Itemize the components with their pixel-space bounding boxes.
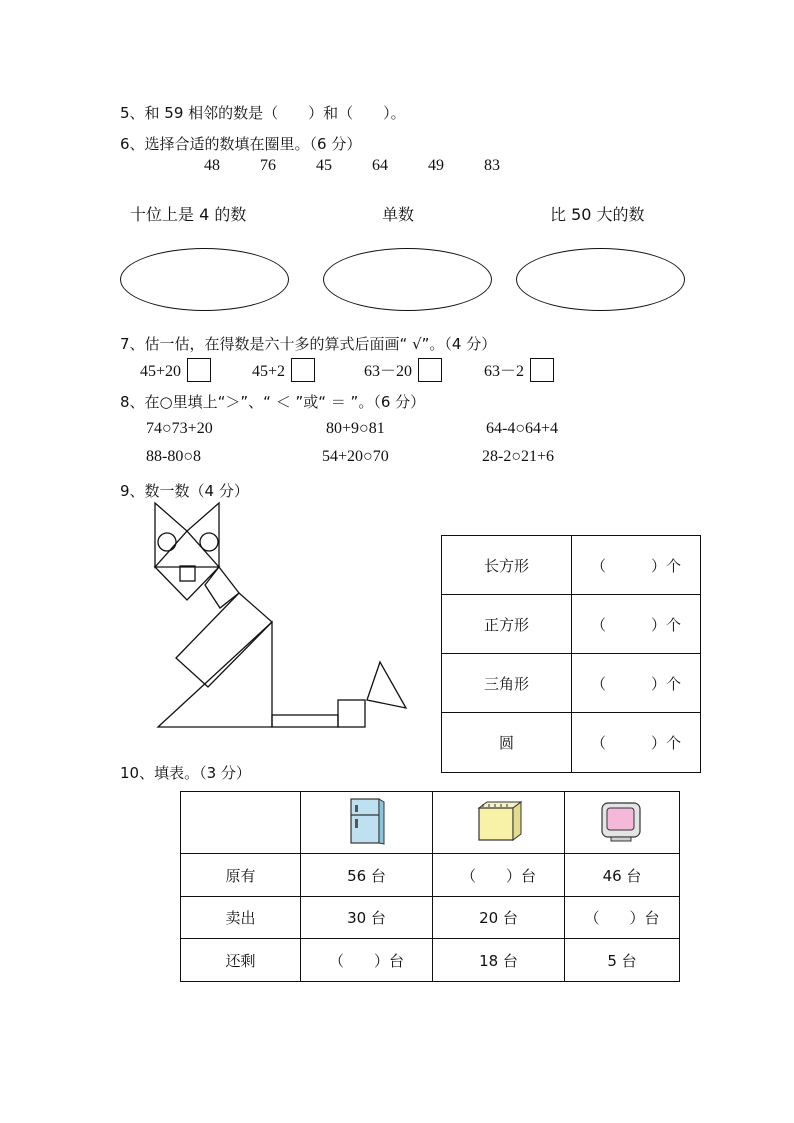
estimate-expression: 45+20 bbox=[140, 363, 182, 380]
refrigerator-header bbox=[301, 792, 433, 854]
answer-circle-tens-4[interactable] bbox=[120, 248, 289, 311]
cat-shapes-figure bbox=[150, 498, 415, 733]
table-row bbox=[181, 939, 680, 982]
shape-name: 三角形 bbox=[442, 654, 572, 713]
row-label: 原有 bbox=[181, 854, 301, 897]
television-icon bbox=[598, 799, 646, 843]
table-cell: 46 台 bbox=[565, 854, 680, 897]
question-7: 7、估一估，在得数是六十多的算式后面画“ √”。（4 分） bbox=[120, 335, 497, 353]
tail-square bbox=[338, 700, 365, 727]
estimate-item bbox=[252, 358, 315, 382]
answer-box[interactable] bbox=[187, 358, 211, 382]
table-row bbox=[442, 536, 701, 595]
table-cell: 18 台 bbox=[433, 939, 565, 982]
table-row bbox=[181, 897, 680, 939]
table-row bbox=[442, 595, 701, 654]
answer-circle-odd[interactable] bbox=[323, 248, 492, 311]
estimate-expression: 45+2 bbox=[252, 363, 286, 380]
left-eye-circle bbox=[158, 533, 176, 551]
shape-name: 正方形 bbox=[442, 595, 572, 654]
television-header bbox=[565, 792, 680, 854]
count-blank[interactable]: （ ）个 bbox=[572, 595, 701, 654]
row-label: 还剩 bbox=[181, 939, 301, 982]
face-triangle bbox=[155, 567, 219, 600]
compare-item[interactable]: 54+20○70 bbox=[322, 448, 389, 465]
table-cell[interactable]: （ ）台 bbox=[433, 854, 565, 897]
left-ear-triangle bbox=[155, 503, 187, 567]
table-cell[interactable]: （ ）台 bbox=[301, 939, 433, 982]
tail-triangle bbox=[367, 662, 406, 708]
table-row bbox=[442, 713, 701, 773]
number-option: 64 bbox=[372, 157, 388, 174]
appliance-table bbox=[180, 791, 680, 982]
compare-item[interactable]: 80+9○81 bbox=[326, 420, 385, 437]
question-8: 8、在○里填上“＞”、“ ＜ ”或“ ＝ ”。（6 分） bbox=[120, 393, 426, 411]
number-option: 49 bbox=[428, 157, 444, 174]
table-cell: 30 台 bbox=[301, 897, 433, 939]
number-option: 83 bbox=[484, 157, 500, 174]
compare-item[interactable]: 74○73+20 bbox=[146, 420, 213, 437]
estimate-expression: 63－2 bbox=[484, 363, 525, 380]
compare-item[interactable]: 64-4○64+4 bbox=[486, 420, 559, 437]
count-blank[interactable]: （ ）个 bbox=[572, 654, 701, 713]
shape-name: 长方形 bbox=[442, 536, 572, 595]
circle-label-tens-4: 十位上是 4 的数 bbox=[130, 205, 247, 224]
count-blank[interactable]: （ ）个 bbox=[572, 713, 701, 773]
washing-machine-icon bbox=[473, 798, 525, 844]
count-blank[interactable]: （ ）个 bbox=[572, 536, 701, 595]
washing-machine-header bbox=[433, 792, 565, 854]
number-option: 45 bbox=[316, 157, 332, 174]
answer-box[interactable] bbox=[418, 358, 442, 382]
table-cell: 20 台 bbox=[433, 897, 565, 939]
answer-circle-greater-50[interactable] bbox=[516, 248, 685, 311]
body-rectangle bbox=[176, 593, 272, 687]
compare-item[interactable]: 28-2○21+6 bbox=[482, 448, 555, 465]
row-label: 卖出 bbox=[181, 897, 301, 939]
question-6: 6、选择合适的数填在圈里。（6 分） bbox=[120, 135, 362, 153]
body-triangle bbox=[158, 622, 272, 727]
circle-label-odd: 单数 bbox=[382, 205, 415, 224]
refrigerator-icon bbox=[347, 797, 387, 845]
answer-box[interactable] bbox=[530, 358, 554, 382]
shape-count-table bbox=[441, 535, 701, 773]
table-cell[interactable]: （ ）台 bbox=[565, 897, 680, 939]
table-cell: 5 台 bbox=[565, 939, 680, 982]
table-header-row bbox=[181, 792, 680, 854]
table-row bbox=[442, 654, 701, 713]
table-cell: 56 台 bbox=[301, 854, 433, 897]
right-eye-circle bbox=[200, 533, 218, 551]
table-row bbox=[181, 854, 680, 897]
answer-box[interactable] bbox=[291, 358, 315, 382]
question-9: 9、数一数（4 分） bbox=[120, 482, 249, 500]
circle-label-greater-50: 比 50 大的数 bbox=[550, 205, 645, 224]
question-5: 5、和 59 相邻的数是（ ）和（ ）。 bbox=[120, 104, 406, 122]
nose-square bbox=[180, 566, 195, 581]
estimate-item bbox=[140, 358, 211, 382]
number-option: 76 bbox=[260, 157, 276, 174]
estimate-item bbox=[484, 358, 554, 382]
empty-header-cell bbox=[181, 792, 301, 854]
compare-item[interactable]: 88-80○8 bbox=[146, 448, 201, 465]
estimate-expression: 63－20 bbox=[364, 363, 413, 380]
tail-rectangle bbox=[272, 715, 338, 727]
neck-shape bbox=[205, 567, 239, 608]
estimate-item bbox=[364, 358, 442, 382]
question-10: 10、填表。（3 分） bbox=[120, 764, 251, 782]
number-option: 48 bbox=[204, 157, 220, 174]
shape-name: 圆 bbox=[442, 713, 572, 773]
